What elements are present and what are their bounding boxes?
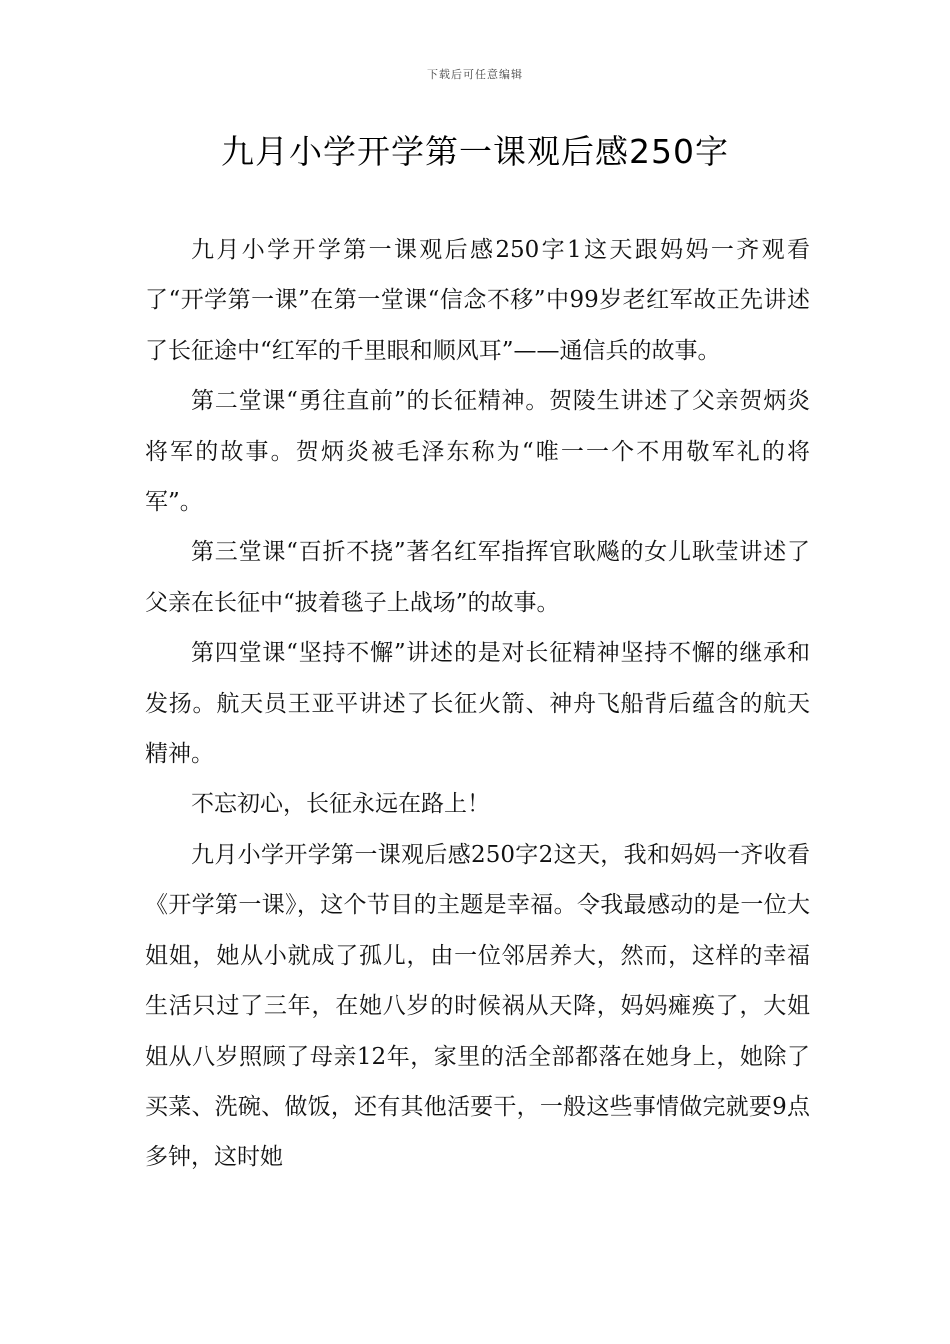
paragraph: 第二堂课“勇往直前”的长征精神。贺陵生讲述了父亲贺炳炎将军的故事。贺炳炎被毛泽东称为“唯一一个不用敬军礼的将军”。 bbox=[145, 388, 810, 516]
header-note: 下载后可任意编辑 bbox=[427, 68, 523, 81]
paragraph: 九月小学开学第一课观后感250字2这天，我和妈妈一齐收看《开学第一课》，这个节目的主题是幸福。令我最感动的是一位大姐姐，她从小就成了孤儿，由一位邻居养大，然而，这样的幸福生活只过了三年，在她八岁的时候祸从天降，妈妈瘫痪了，大姐姐从八岁照顾了母亲12年，家里的活全部都落在她身上，她除了买菜、洗碗、做饭，还有其他活要干，一般这些事情做完就要9点多钟，这时她 bbox=[145, 841, 810, 1171]
paragraph: 第三堂课“百折不挠”著名红军指挥官耿飚的女儿耿莹讲述了父亲在长征中“披着毯子上战场”的故事。 bbox=[145, 539, 810, 616]
document-title: 九月小学开学第一课观后感250字 bbox=[221, 132, 729, 171]
paragraph: 九月小学开学第一课观后感250字1这天跟妈妈一齐观看了“开学第一课”在第一堂课“信念不移”中99岁老红军故正先讲述了长征途中“红军的千里眼和顺风耳”——通信兵的故事。 bbox=[145, 237, 810, 364]
document-body bbox=[145, 225, 810, 1183]
paragraph: 不忘初心，长征永远在路上！ bbox=[191, 791, 490, 818]
paragraph: 第四堂课“坚持不懈”讲述的是对长征精神坚持不懈的继承和发扬。航天员王亚平讲述了长征火箭、神舟飞船背后蕴含的航天精神。 bbox=[145, 640, 810, 768]
